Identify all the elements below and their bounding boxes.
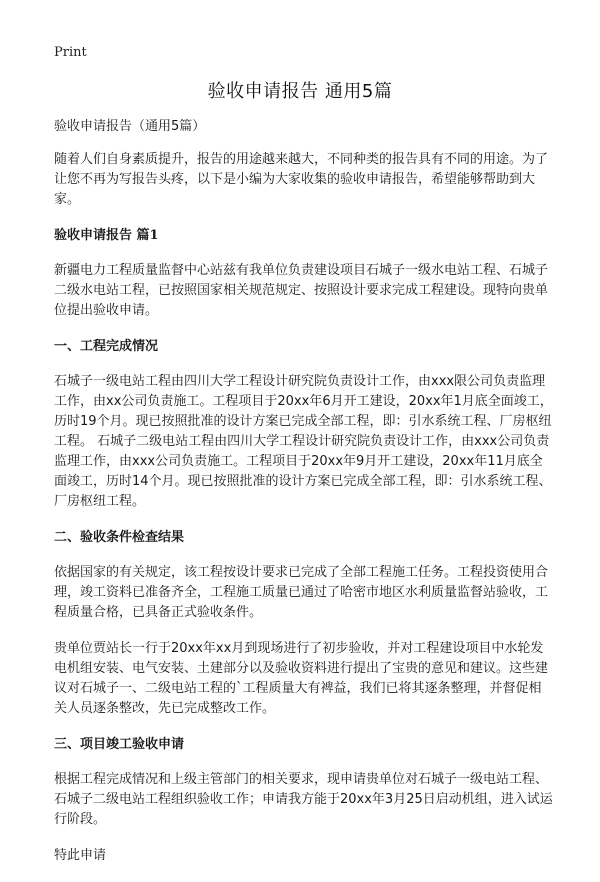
section-heading: 验收申请报告 篇1 (54, 228, 159, 243)
part2-paragraph-1: 依据国家的有关规定，该工程按设计要求已完成了全部工程施工任务。工程投资使用合理，竣工资料已准备齐全，工程施工质量已通过了哈密市地区水利质量监督站验收，工程质量合格，已具备正式验收条件。 (54, 565, 549, 620)
document-subtitle: 验收申请报告（通用5篇） (54, 119, 206, 134)
document-title: 验收申请报告 通用5篇 (207, 81, 393, 102)
part1-paragraph: 石城子一级电站工程由四川大学工程设计研究院负责设计工作，由xxx限公司负责监理工作，由xx公司负责施工。工程项目于20xx年6月开工建设，20xx年1月底全面竣工，历时19个月。现已按照批准的设计方案已完成全部工程，即：引水系统工程、厂房枢纽工程。 石城子二级电站工程由四川大学工程设计研究院负责设计工作，由xxx公司负责监理工作，由xxx公司负责施工。工程项目于20xx年9月开工建设，20xx年11月底全面竣工，历时14个月。现已按照批准的设计方案已完成全部工程，即：引水系统工程、厂房枢纽工程。 (54, 374, 553, 509)
part3-heading: 三、项目竣工验收申请 (54, 737, 185, 752)
part3-paragraph: 根据工程完成情况和上级主管部门的相关要求，现申请贵单位对石城子一级电站工程、石城子二级电站工程组织验收工作；申请我方能于20xx年3月25日启动机组，进入试运行阶段。 (54, 772, 553, 827)
part2-paragraph-2: 贵单位贾站长一行于20xx年xx月到现场进行了初步验收，并对工程建设项目中水轮发电机组安装、电气安装、土建部分以及验收资料进行提出了宝贵的意见和建议。这些建议对石城子一、二级电站工程的`工程质量大有裨益，我们已将其逐条整理，并督促相关人员逐条整改，先已完成整改工作。 (54, 641, 549, 716)
part2-heading: 二、验收条件检查结果 (54, 530, 185, 545)
intro-paragraph: 随着人们自身素质提升，报告的用途越来越大，不同种类的报告具有不同的用途。为了让您不再为写报告头疼，以下是小编为大家收集的验收申请报告，希望能够帮助到大家。 (54, 152, 549, 207)
part1-heading: 一、工程完成情况 (54, 339, 159, 354)
closing-text: 特此申请 (54, 848, 107, 863)
opening-paragraph: 新疆电力工程质量监督中心站兹有我单位负责建设项目石城子一级水电站工程、石城子二级水电站工程，已按照国家相关规范规定、按照设计要求完成工程建设。现特向贵单位提出验收申请。 (54, 263, 549, 318)
document-content (54, 117, 554, 882)
print-label: Print (54, 45, 87, 60)
